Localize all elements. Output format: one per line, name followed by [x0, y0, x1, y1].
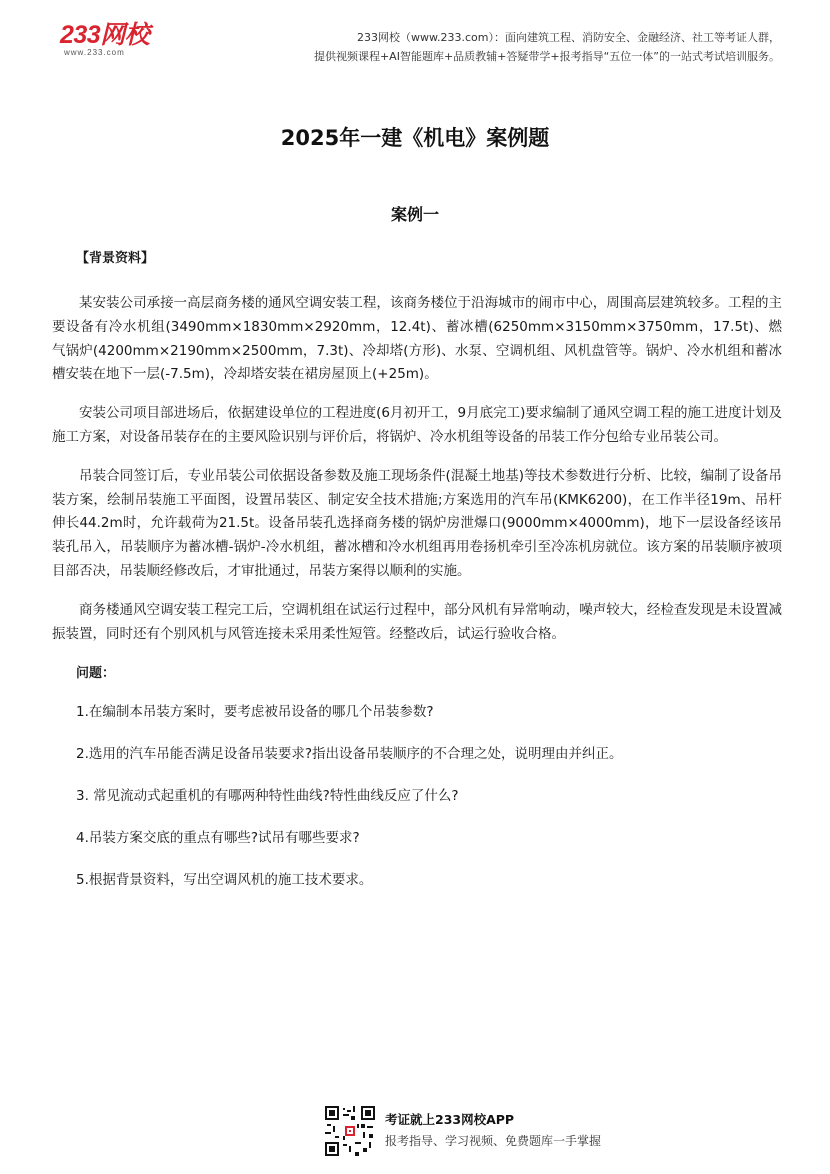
- paragraph: 某安装公司承接一高层商务楼的通风空调安装工程，该商务楼位于沿海城市的闹市中心，周围高层建筑较多。工程的主要设备有冷水机组(3490mm×1830mm×2920mm，12.4t)、蓄冰槽(6250mm×3150mm×3750mm，17.5t)、燃气锅炉(4200mm×2190mm×2500mm，7.3t)、冷却塔(方形)、水泵、空调机组、风机盘管等。锅炉、冷水机组和蓄冰槽安装在地下一层(-7.5m)，冷却塔安装在裙房屋顶上(+25m)。: [52, 295, 782, 383]
- paragraph: 商务楼通风空调安装工程完工后，空调机组在试运行过程中，部分风机有异常响动，噪声较大，经检查发现是未设置减振装置，同时还有个别风机与风管连接未采用柔性短管。经整改后，试运行验收合格。: [52, 601, 782, 642]
- page-header: [0, 0, 830, 72]
- header-description: [314, 28, 780, 66]
- paragraph: 吊装合同签订后，专业吊装公司依据设备参数及施工现场条件(混凝土地基)等技术参数进行分析、比较，编制了设备吊装方案，绘制吊装施工平面图，设置吊装区、制定安全技术措施;方案选用的汽车吊(KMK6200)，在工作半径19m、吊杆伸长44.2m时，允许载荷为21.5t。设备吊装孔选择商务楼的锅炉房泄爆口(9000mm×4000mm)，地下一层设备经该吊装孔吊入，吊装顺序为蓄冰槽-锅炉-冷水机组，蓄冰槽和冷水机组再用卷扬机牵引至冷冻机房就位。该方案的吊装顺序被项目部否决，吊装顺经修改后，才审批通过，吊装方案得以顺利的实施。: [52, 467, 782, 579]
- logo-text: 233网校: [60, 21, 150, 49]
- question-item: 2.选用的汽车吊能否满足设备吊装要求?指出设备吊装顺序的不合理之处，说明理由并纠正。: [76, 746, 623, 763]
- qr-code-icon[interactable]: [325, 1106, 375, 1156]
- case-title: 案例一: [390, 205, 439, 224]
- background-label: 【背景资料】: [76, 251, 155, 266]
- document-body: [52, 246, 782, 909]
- footer-text: [385, 1110, 601, 1152]
- header-line-2: 提供视频课程+AI智能题库+品质教辅+答疑带学+报考指导“五位一体”的一站式考试培训服务。: [313, 50, 780, 63]
- footer-app-subtitle: 报考指导、学习视频、免费题库一手掌握: [385, 1134, 602, 1148]
- footer-app-title: 考证就上233网校APP: [385, 1112, 515, 1127]
- question-item: 3. 常见流动式起重机的有哪两种特性曲线?特性曲线反应了什么?: [76, 788, 459, 805]
- header-line-1: 233网校（www.233.com）：面向建筑工程、消防安全、金融经济、社工等考证人群，: [357, 31, 780, 44]
- questions-label: 问题：: [76, 666, 116, 682]
- logo-url: www.233.com: [64, 48, 125, 57]
- paragraph: 安装公司项目部进场后，依据建设单位的工程进度(6月初开工，9月底完工)要求编制了通风空调工程的施工进度计划及施工方案，对设备吊装存在的主要风险识别与评价后，将锅炉、冷水机组等设备的吊装工作分包给专业吊装公司。: [52, 405, 782, 445]
- question-item: 1.在编制本吊装方案时，要考虑被吊设备的哪几个吊装参数?: [76, 704, 434, 721]
- brand-logo[interactable]: [60, 22, 149, 58]
- question-item: 4.吊装方案交底的重点有哪些?试吊有哪些要求?: [76, 830, 360, 847]
- document-title: 2025年一建《机电》案例题: [280, 126, 550, 150]
- question-item: 5.根据背景资料，写出空调风机的施工技术要求。: [76, 872, 373, 889]
- page-footer: [325, 1106, 645, 1162]
